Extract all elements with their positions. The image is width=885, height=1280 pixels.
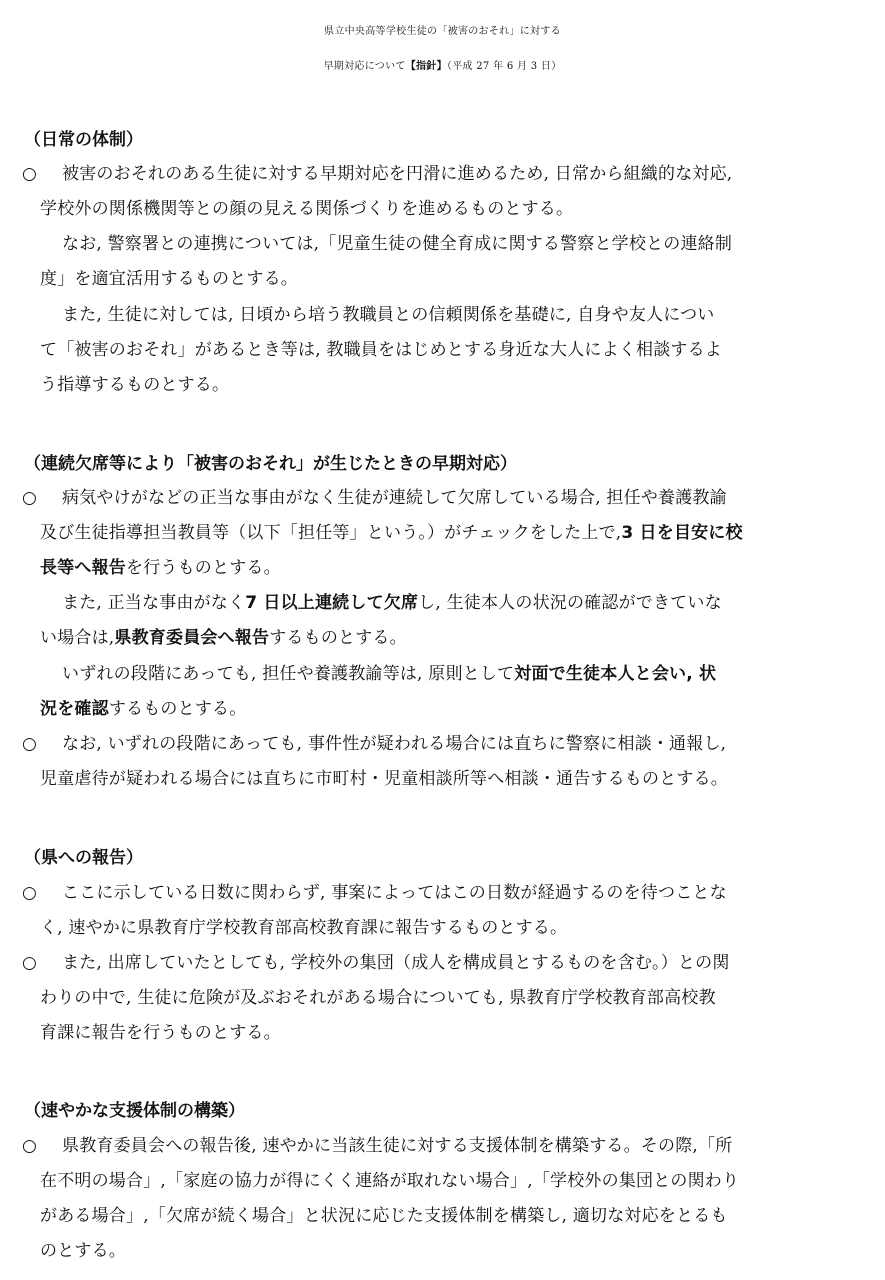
emphasis-text: 対面で生徒本人と会い, 状 bbox=[514, 664, 717, 684]
bullet-icon: ○ bbox=[22, 953, 38, 973]
bullet-icon: ○ bbox=[22, 883, 38, 903]
emphasis-text: 況を確認 bbox=[40, 699, 109, 719]
paragraph-line bbox=[40, 523, 743, 543]
paragraph-line: 在不明の場合」,「家庭の協力が得にくく連絡が取れない場合」,「学校外の集団との関わり bbox=[40, 1171, 740, 1191]
paragraph-line bbox=[40, 699, 246, 719]
paragraph-line: 度」を適宜活用するものとする。 bbox=[40, 269, 298, 289]
emphasis-text: 県教育委員会へ報告 bbox=[114, 628, 270, 648]
line-text: 病気やけがなどの正当な事由がなく生徒が連続して欠席している場合, 担任や養護教諭 bbox=[62, 488, 727, 508]
paragraph-line bbox=[22, 734, 726, 754]
title-line2-text: 早期対応について bbox=[323, 61, 406, 72]
line-text: 及び生徒指導担当教員等（以下「担任等」という。）がチェックをした上で, bbox=[40, 523, 622, 543]
paragraph-line: なお, 警察署との連携については,「児童生徒の健全育成に関する警察と学校との連絡制 bbox=[62, 234, 733, 254]
paragraph-line: 児童虐待が疑われる場合には直ちに市町村・児童相談所等へ相談・通告するものとする。 bbox=[40, 769, 728, 789]
line-text: また, 出席していたとしても, 学校外の集団（成人を構成員とするものを含む。）との関 bbox=[62, 953, 730, 973]
title-date: （平成 27 年 6 月 3 日） bbox=[446, 61, 562, 72]
paragraph-line bbox=[62, 593, 722, 613]
title-guideline-label: 【指針】 bbox=[405, 61, 447, 72]
paragraph-line: う指導するものとする。 bbox=[40, 375, 230, 395]
line-text: 被害のおそれのある生徒に対する早期対応を円滑に進めるため, 日常から組織的な対応, bbox=[62, 164, 733, 184]
paragraph-line: また, 生徒に対しては, 日頃から培う教職員との信頼関係を基礎に, 自身や友人につい bbox=[62, 305, 715, 325]
line-text: ここに示している日数に関わらず, 事案によってはこの日数が経過するのを待つことな bbox=[62, 883, 727, 903]
section-heading-support-system: （速やかな支援体制の構築） bbox=[24, 1101, 245, 1121]
line-text: するものとする。 bbox=[108, 699, 247, 719]
paragraph-line bbox=[22, 1136, 732, 1156]
paragraph-line: 学校外の関係機関等との顔の見える関係づくりを進めるものとする。 bbox=[40, 199, 574, 219]
paragraph-line bbox=[22, 488, 727, 508]
paragraph-line: て「被害のおそれ」があるとき等は, 教職員をはじめとする身近な大人によく相談するよ bbox=[40, 340, 723, 360]
bullet-icon: ○ bbox=[22, 1136, 38, 1156]
paragraph-line: 育課に報告を行うものとする。 bbox=[40, 1023, 281, 1043]
section-heading-report-to-prefecture: （県への報告） bbox=[24, 848, 143, 868]
paragraph-line bbox=[62, 664, 716, 684]
paragraph-line: わりの中で, 生徒に危険が及ぶおそれがある場合についても, 県教育庁学校教育部高校教 bbox=[40, 988, 716, 1008]
bullet-icon: ○ bbox=[22, 488, 38, 508]
document-title-line2 bbox=[0, 57, 885, 77]
paragraph-line bbox=[22, 883, 727, 903]
paragraph-line: く, 速やかに県教育庁学校教育部高校教育課に報告するものとする。 bbox=[40, 918, 568, 938]
section-heading-daily-system: （日常の体制） bbox=[24, 130, 143, 150]
paragraph-line bbox=[40, 628, 407, 648]
line-text: また, 正当な事由がなく bbox=[62, 593, 246, 613]
bullet-icon: ○ bbox=[22, 734, 38, 754]
line-text: し, 生徒本人の状況の確認ができていな bbox=[418, 593, 722, 613]
paragraph-line: のとする。 bbox=[40, 1241, 126, 1261]
bullet-icon: ○ bbox=[22, 164, 38, 184]
line-text: 県教育委員会への報告後, 速やかに当該生徒に対する支援体制を構築する。その際,「所 bbox=[62, 1136, 733, 1156]
paragraph-line: がある場合」,「欠席が続く場合」と状況に応じた支援体制を構築し, 適切な対応をとるも bbox=[40, 1206, 728, 1226]
emphasis-text: 3 日を目安に校 bbox=[621, 523, 743, 543]
document-title-line1: 県立中央高等学校生徒の「被害のおそれ」に対する bbox=[324, 26, 561, 37]
line-text: なお, いずれの段階にあっても, 事件性が疑われる場合には直ちに警察に相談・通報し, bbox=[62, 734, 727, 754]
emphasis-text: 7 日以上連続して欠席 bbox=[245, 593, 419, 613]
paragraph-line bbox=[22, 953, 730, 973]
section-heading-early-response: （連続欠席等により「被害のおそれ」が生じたときの早期対応） bbox=[24, 454, 517, 474]
paragraph-line bbox=[40, 558, 281, 578]
paragraph-line bbox=[22, 164, 732, 184]
line-text: するものとする。 bbox=[269, 628, 407, 648]
line-text: い場合は, bbox=[40, 628, 115, 648]
emphasis-text: 長等へ報告 bbox=[40, 558, 126, 578]
line-text: を行うものとする。 bbox=[126, 558, 281, 578]
line-text: いずれの段階にあっても, 担任や養護教諭等は, 原則として bbox=[62, 664, 515, 684]
